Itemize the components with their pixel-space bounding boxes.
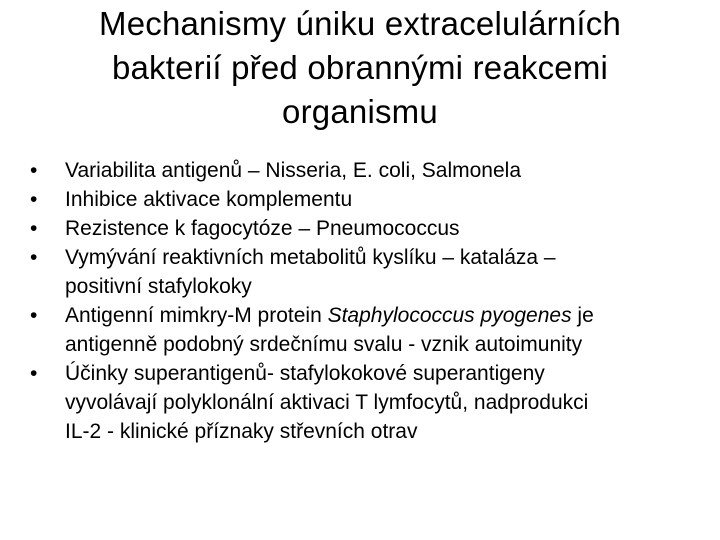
- title-line-2: bakterií před obrannými reakcemi: [111, 49, 609, 86]
- bullet-text: [65, 156, 708, 185]
- bullet-dot: •: [30, 246, 38, 269]
- bullet-line: antigenně podobný srdečnímu svalu - vznik autoimunity: [65, 333, 583, 356]
- bullet-text-segment: Antigenní mimkry-M protein: [65, 304, 328, 327]
- bullet-item: [28, 156, 708, 185]
- bullet-text-segment: je: [571, 304, 594, 327]
- bullet-dot: •: [30, 159, 38, 182]
- bullet-dot: •: [30, 217, 38, 240]
- bullet-item: [28, 185, 708, 214]
- bullet-list: [28, 156, 708, 446]
- bullet-item: [28, 214, 708, 243]
- bullet-line: vyvolávají polyklonální aktivaci T lymfocytů, nadprodukci: [65, 391, 589, 414]
- bullet-text: [65, 185, 708, 214]
- bullet-line: positivní stafylokoky: [65, 275, 252, 298]
- bullet-item: [28, 243, 708, 301]
- bullet-item: [28, 301, 708, 359]
- bullet-text: [65, 214, 708, 243]
- bullet-item: [28, 359, 708, 446]
- title-line-1: Mechanismy úniku extracelulárních: [99, 5, 621, 42]
- species-name-italic: Staphylococcus pyogenes: [327, 304, 572, 327]
- bullet-text: [65, 301, 708, 359]
- bullet-line: Účinky superantigenů- stafylokokové superantigeny: [65, 362, 545, 385]
- bullet-text: [65, 359, 708, 446]
- bullet-line: Rezistence k fagocytóze – Pneumococcus: [65, 217, 460, 240]
- bullet-dot: •: [30, 188, 38, 211]
- title-line-3: organismu: [282, 93, 438, 130]
- bullet-line: Inhibice aktivace komplementu: [65, 188, 353, 211]
- slide-title: [40, 2, 680, 134]
- bullet-text: [65, 243, 708, 301]
- bullet-line: [65, 301, 708, 330]
- bullet-dot: •: [30, 362, 38, 385]
- bullet-line: Vymývání reaktivních metabolitů kyslíku – kataláza –: [65, 246, 556, 269]
- bullet-dot: •: [30, 304, 38, 327]
- bullet-line: IL-2 - klinické příznaky střevních otrav: [65, 420, 418, 443]
- bullet-line: Variabilita antigenů – Nisseria, E. coli, Salmonela: [65, 159, 522, 182]
